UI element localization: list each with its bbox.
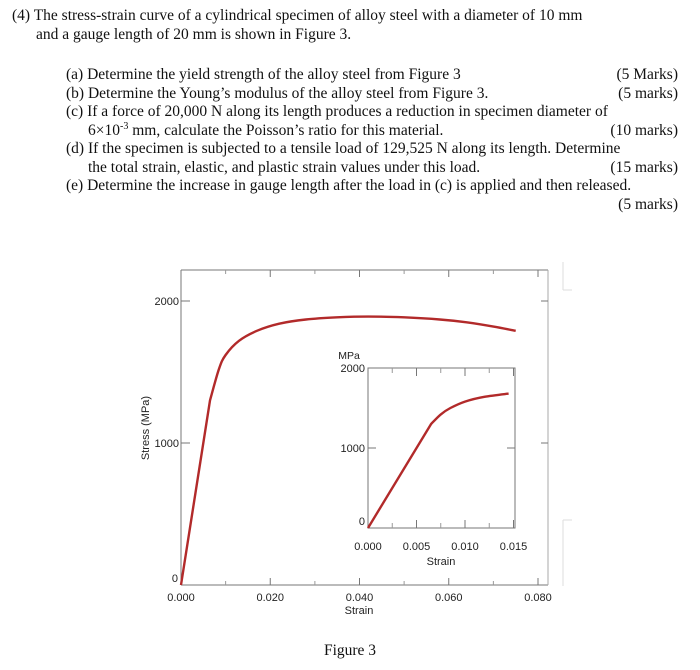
main-x-tick-label: 0.080: [524, 592, 552, 604]
part-text: the total strain, elastic, and plastic strain values under this load.: [88, 158, 481, 176]
inset-x-tick-label: 0.005: [402, 541, 431, 553]
part-marks: (5 marks): [618, 84, 678, 102]
main-x-tick-label: 0.000: [167, 592, 195, 604]
part-b: [66, 85, 678, 104]
main-y-tick-label: 2000: [154, 296, 179, 308]
main-y-axis-label: Stress (MPa): [140, 395, 152, 461]
part-text: 6×10: [88, 121, 120, 139]
question-number: (4): [12, 7, 31, 24]
inset-unit-label: MPa: [338, 350, 360, 362]
part-marks: (5 marks): [618, 195, 678, 213]
part-label: (b): [66, 84, 85, 102]
part-text: Determine the increase in gauge length after the load in (c) is applied and then released.: [87, 177, 632, 194]
inset-y-tick-label: 2000: [340, 363, 365, 375]
question-intro: [12, 6, 692, 44]
inset-labels: [341, 363, 528, 553]
part-text: mm, calculate the Poisson’s ratio for this material.: [128, 121, 444, 139]
main-chart-frame: [181, 262, 572, 586]
main-x-tick-label: 0.020: [256, 592, 285, 604]
main-y-tick-label: 0: [171, 573, 178, 585]
inset-y-tick-label: 1000: [340, 443, 365, 455]
question-intro-line1: The stress-strain curve of a cylindrical specimen of alloy steel with a diameter of 10 mm: [33, 7, 583, 24]
part-text: If the specimen is subjected to a tensile load of 129,525 N along its length. Determine: [87, 140, 621, 157]
part-a: [66, 66, 678, 85]
inset-x-tick-label: 0.000: [354, 541, 382, 553]
main-y-tick-label: 1000: [154, 438, 179, 450]
question-intro-line2: and a gauge length of 20 mm is shown in Figure 3.: [36, 26, 352, 43]
part-marks: (5 Marks): [616, 66, 678, 83]
exponent: -3: [120, 120, 129, 132]
main-x-tick-label: 0.060: [434, 592, 463, 604]
main-ticks: [181, 270, 548, 585]
part-label: (c): [66, 103, 84, 120]
main-x-tick-label: 0.040: [345, 592, 374, 604]
inset-ticks: [368, 368, 515, 528]
part-e: [66, 177, 678, 214]
inset-frame: [368, 368, 515, 528]
main-x-axis-label: Strain: [344, 605, 374, 617]
inset-chart-frame: [368, 368, 515, 528]
part-marks: (10 marks): [610, 121, 678, 139]
part-text: Determine the Young’s modulus of the alloy steel from Figure 3.: [87, 84, 489, 102]
inset-x-axis-label: Strain: [426, 556, 456, 568]
part-label: (a): [66, 66, 84, 83]
part-label: (e): [66, 177, 84, 194]
part-text: Determine the yield strength of the alloy steel from Figure 3: [87, 66, 461, 83]
question-parts: [66, 66, 678, 214]
inset-x-tick-label: 0.010: [451, 541, 479, 553]
inset-y-tick-label: 0: [358, 516, 365, 528]
part-text: If a force of 20,000 N along its length produces a reduction in specimen diameter of: [87, 103, 608, 120]
main-stress-strain-curve: [181, 317, 516, 585]
inset-stress-strain-curve: [368, 394, 509, 528]
part-c: [66, 103, 678, 140]
figure-caption: Figure 3: [323, 642, 377, 659]
main-labels: [155, 296, 552, 604]
part-label: (d): [66, 140, 85, 157]
part-marks: (15 marks): [610, 158, 678, 176]
inset-x-tick-label: 0.015: [499, 541, 528, 553]
part-d: [66, 140, 678, 177]
